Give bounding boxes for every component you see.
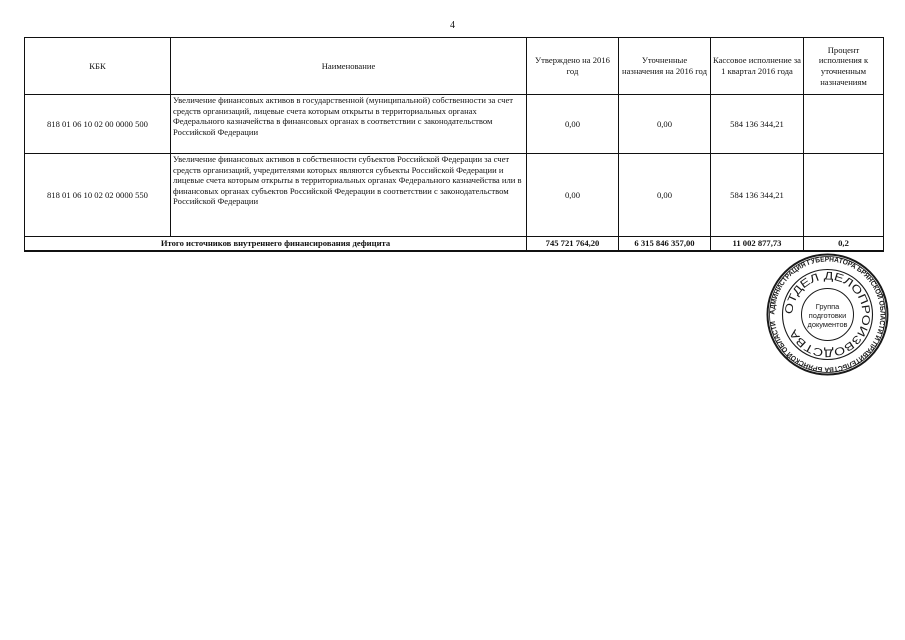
total-row	[25, 237, 884, 252]
header-kbk: КБК	[25, 38, 171, 95]
total-refined: 6 315 846 357,00	[619, 237, 711, 252]
header-executed: Кассовое исполнение за 1 квартал 2016 года	[711, 38, 804, 95]
page-number: 4	[450, 20, 455, 31]
row-approved: 0,00	[527, 154, 619, 237]
header-approved: Утверждено на 2016 год	[527, 38, 619, 95]
row-approved: 0,00	[527, 95, 619, 154]
table-row	[25, 154, 884, 237]
stamp-inner-text: ОТДЕЛ ДЕЛОПРОИЗВОДСТВА	[783, 270, 872, 359]
row-name: Увеличение финансовых активов в государственной (муниципальной) собственности за счет средств организаций, лицевые счета которым открыты в территориальных органах Федерального казначейства в финансовых органах в соответствии с законодательством Российской Федерации	[171, 95, 527, 154]
header-name: Наименование	[171, 38, 527, 95]
total-label: Итого источников внутреннего финансирования дефицита	[25, 237, 527, 252]
row-refined: 0,00	[619, 95, 711, 154]
budget-table	[24, 37, 884, 252]
header-refined: Уточненные назначения на 2016 год	[619, 38, 711, 95]
header-percent: Процент исполнения к уточненным назначениям	[804, 38, 884, 95]
row-kbk: 818 01 06 10 02 02 0000 550	[25, 154, 171, 237]
office-stamp	[765, 252, 890, 377]
row-percent	[804, 95, 884, 154]
row-kbk: 818 01 06 10 02 00 0000 500	[25, 95, 171, 154]
total-percent: 0,2	[804, 237, 884, 252]
row-name: Увеличение финансовых активов в собственности субъектов Российской Федерации за счет средств организаций, учредителями которых являются субъекты Российской Федерации и лицевые счета которым открыты в территориальных органах Федерального казначейства или в финансовых органах субъектов Российской Федерации в соответствии с законодательством Российской Федерации	[171, 154, 527, 237]
total-executed: 11 002 877,73	[711, 237, 804, 252]
stamp-outer-text: АДМИНИСТРАЦИЯ ГУБЕРНАТОРА БРЯНСКОЙ ОБЛАСТИ И ПРАВИТЕЛЬСТВА БРЯНСКОЙ ОБЛАСТИ	[767, 254, 888, 375]
row-executed: 584 136 344,21	[711, 95, 804, 154]
table-row	[25, 95, 884, 154]
row-percent	[804, 154, 884, 237]
stamp-center-line-3: документов	[807, 320, 848, 329]
row-refined: 0,00	[619, 154, 711, 237]
total-approved: 745 721 764,20	[527, 237, 619, 252]
row-executed: 584 136 344,21	[711, 154, 804, 237]
stamp-center-line-1: Группа	[815, 302, 840, 311]
stamp-center-line-2: подготовки	[808, 311, 847, 320]
table-header-row	[25, 38, 884, 95]
